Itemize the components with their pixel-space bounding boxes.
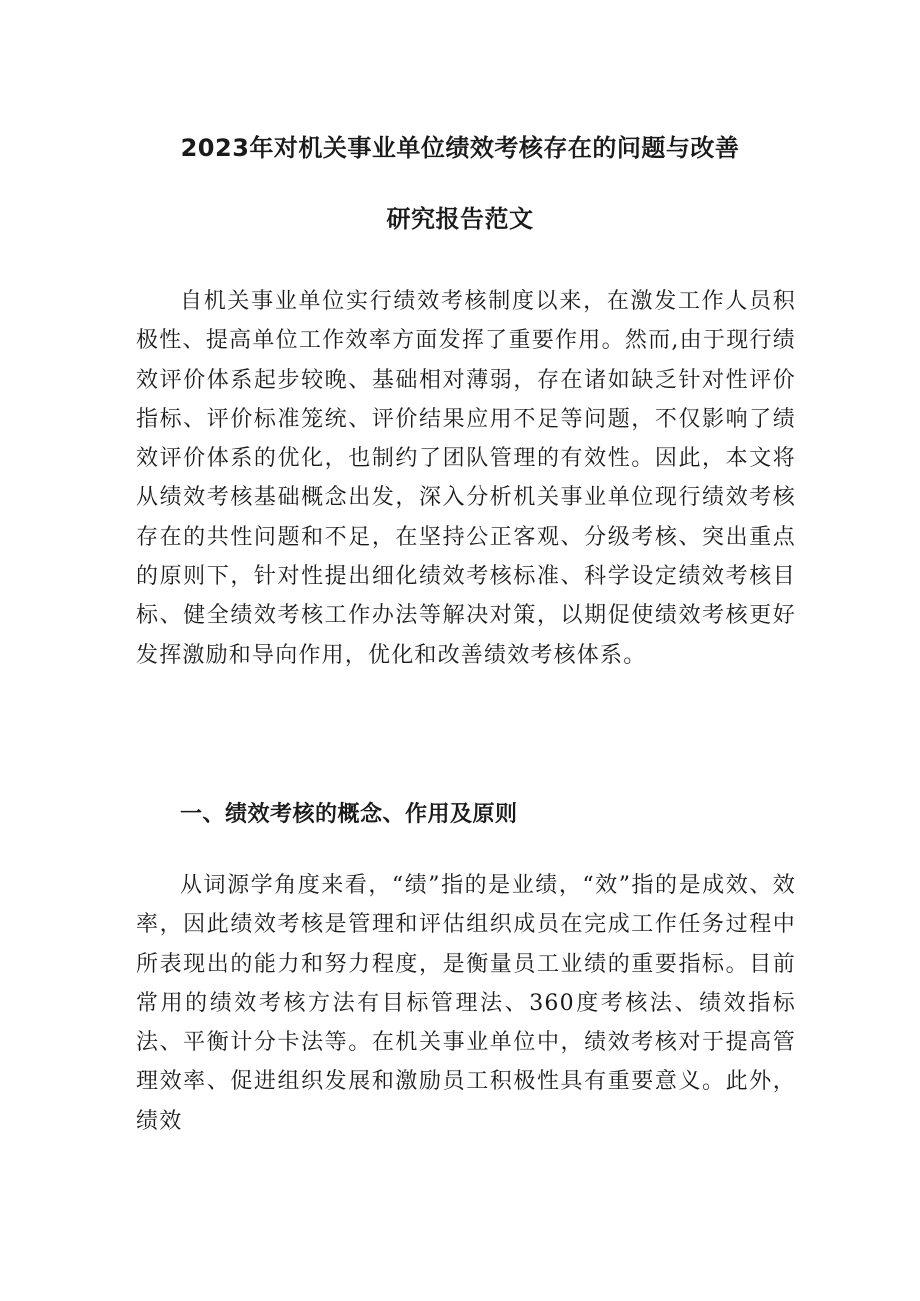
- document-title-line-2: 研究报告范文: [386, 205, 534, 233]
- intro-paragraph: 自机关事业单位实行绩效考核制度以来，在激发工作人员积极性、提高单位工作效率方面发挥了重要作用。然而,由于现行绩效评价体系起步较晚、基础相对薄弱，存在诸如缺乏针对性评价指标、评价标准笼统、评价结果应用不足等问题，不仅影响了绩效评价体系的优化，也制约了团队管理的有效性。因此，本文将从绩效考核基础概念出发，深入分析机关事业单位现行绩效考核存在的共性问题和不足，在坚持公正客观、分级考核、突出重点的原则下，针对性提出细化绩效考核标准、科学设定绩效考核目标、健全绩效考核工作办法等解决对策，以期促使绩效考核更好发挥激励和导向作用，优化和改善绩效考核体系。: [136, 289, 796, 668]
- section-heading-1: 一、绩效考核的概念、作用及原则: [180, 802, 518, 827]
- document-title-line-1: 2023年对机关事业单位绩效考核存在的问题与改善: [180, 134, 740, 162]
- section-1-paragraph: 从词源学角度来看，“绩”指的是业绩，“效”指的是成效、效率，因此绩效考核是管理和评估组织成员在完成工作任务过程中所表现出的能力和努力程度，是衡量员工业绩的重要指标。目前常用的绩效考核方法有目标管理法、360度考核法、绩效指标法、平衡计分卡法等。在机关事业单位中，绩效考核对于提高管理效率、促进组织发展和激励员工积极性具有重要意义。此外，绩效: [136, 873, 796, 1134]
